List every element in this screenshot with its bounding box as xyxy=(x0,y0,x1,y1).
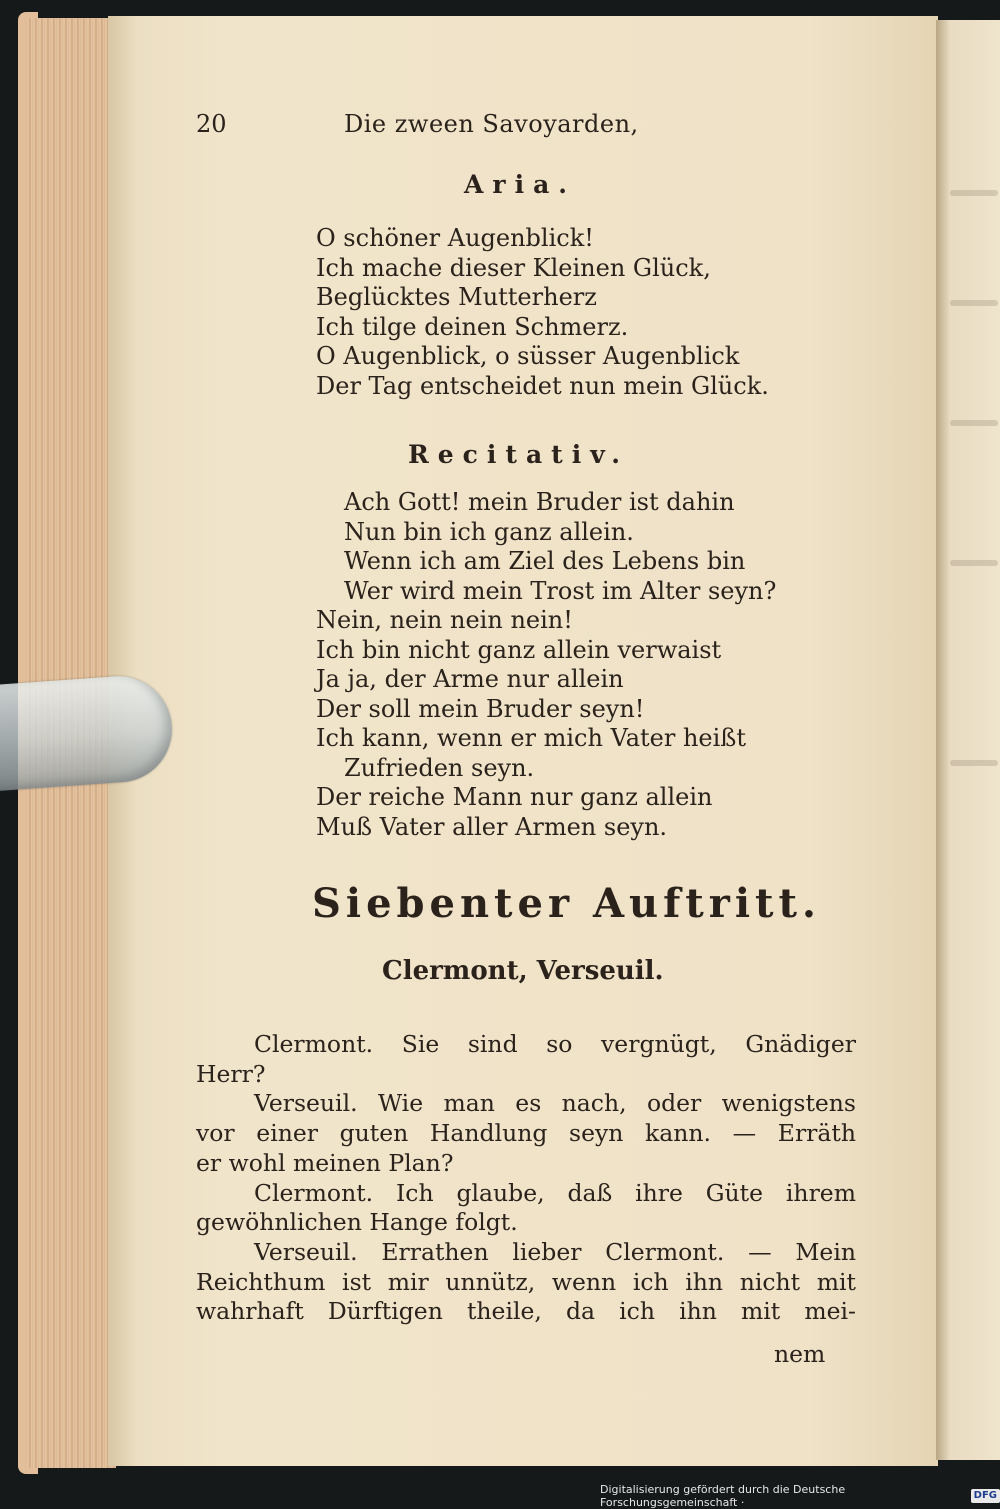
verse-line: Beglücktes Mutterherz xyxy=(316,283,597,311)
prose-line: er wohl meinen Plan? xyxy=(196,1148,454,1177)
digitization-footer xyxy=(600,1483,1000,1509)
verse-line: Der soll mein Bruder seyn! xyxy=(316,694,645,723)
verse-line: Ich tilge deinen Schmerz. xyxy=(316,312,629,341)
verse-line: Ich mache dieser Kleinen Glück, xyxy=(316,253,711,282)
aria-title: Aria. xyxy=(464,170,576,199)
prose-line: Clermont. Sie sind so vergnügt, Gnädiger xyxy=(254,1030,856,1058)
verse-line: Nun bin ich ganz allein. xyxy=(344,517,634,546)
scene-characters: Clermont, Verseuil. xyxy=(382,956,664,986)
verse-line: Zufrieden seyn. xyxy=(344,753,535,782)
verse-line: Muß Vater aller Armen seyn. xyxy=(316,812,668,841)
verse-line: Ich kann, wenn er mich Vater heißt xyxy=(316,724,746,752)
verse-line: Der Tag entscheidet nun mein Glück. xyxy=(316,371,769,400)
bleed-through-line xyxy=(950,420,998,426)
verse-line: Wenn ich am Ziel des Lebens bin xyxy=(344,547,746,575)
verse-line: Wer wird mein Trost im Alter seyn? xyxy=(344,576,777,605)
recitativ-verse xyxy=(316,488,776,842)
bleed-through-line xyxy=(950,190,998,196)
aria-verse xyxy=(316,224,769,401)
prose-line: gewöhnlichen Hange folgt. xyxy=(196,1208,518,1237)
scene-heading: Siebenter Auftritt. xyxy=(312,880,821,927)
page-number: 20 xyxy=(196,110,227,138)
recitativ-title: Recitativ. xyxy=(408,440,629,469)
prose-line: Clermont. Ich glaube, daß ihre Güte ihrem xyxy=(254,1178,856,1207)
catchword: nem xyxy=(774,1340,826,1368)
dialogue-prose xyxy=(196,1030,856,1327)
verse-line: O Augenblick, o süsser Augenblick xyxy=(316,342,740,370)
dfg-logo-icon: DFG xyxy=(971,1489,1000,1503)
verse-line: O schöner Augenblick! xyxy=(316,224,594,252)
bleed-through-line xyxy=(950,760,998,766)
prose-line: vor einer guten Handlung seyn kann. — Erräth xyxy=(196,1119,856,1148)
prose-line: Verseuil. Wie man es nach, oder wenigstens xyxy=(254,1089,856,1118)
verse-line: Ja ja, der Arme nur allein xyxy=(316,665,624,693)
facing-page-edge xyxy=(936,20,1000,1460)
bleed-through-line xyxy=(950,560,998,566)
verse-line: Der reiche Mann nur ganz allein xyxy=(316,783,713,811)
verse-line: Nein, nein nein nein! xyxy=(316,606,573,634)
funding-notice: Digitalisierung gefördert durch die Deutsche Forschungsgemeinschaft · xyxy=(600,1483,846,1509)
prose-line: Verseuil. Errathen lieber Clermont. — Mein xyxy=(254,1237,856,1266)
bleed-through-line xyxy=(950,300,998,306)
verse-line: Ach Gott! mein Bruder ist dahin xyxy=(344,488,735,516)
prose-line: wahrhaft Dürftigen theile, da ich ihn mit mei- xyxy=(196,1297,856,1326)
prose-line: Herr? xyxy=(196,1059,266,1088)
verse-line: Ich bin nicht ganz allein verwaist xyxy=(316,635,722,664)
prose-line: Reichthum ist mir unnütz, wenn ich ihn nicht mit xyxy=(196,1267,856,1296)
running-head: Die zween Savoyarden, xyxy=(344,110,639,138)
